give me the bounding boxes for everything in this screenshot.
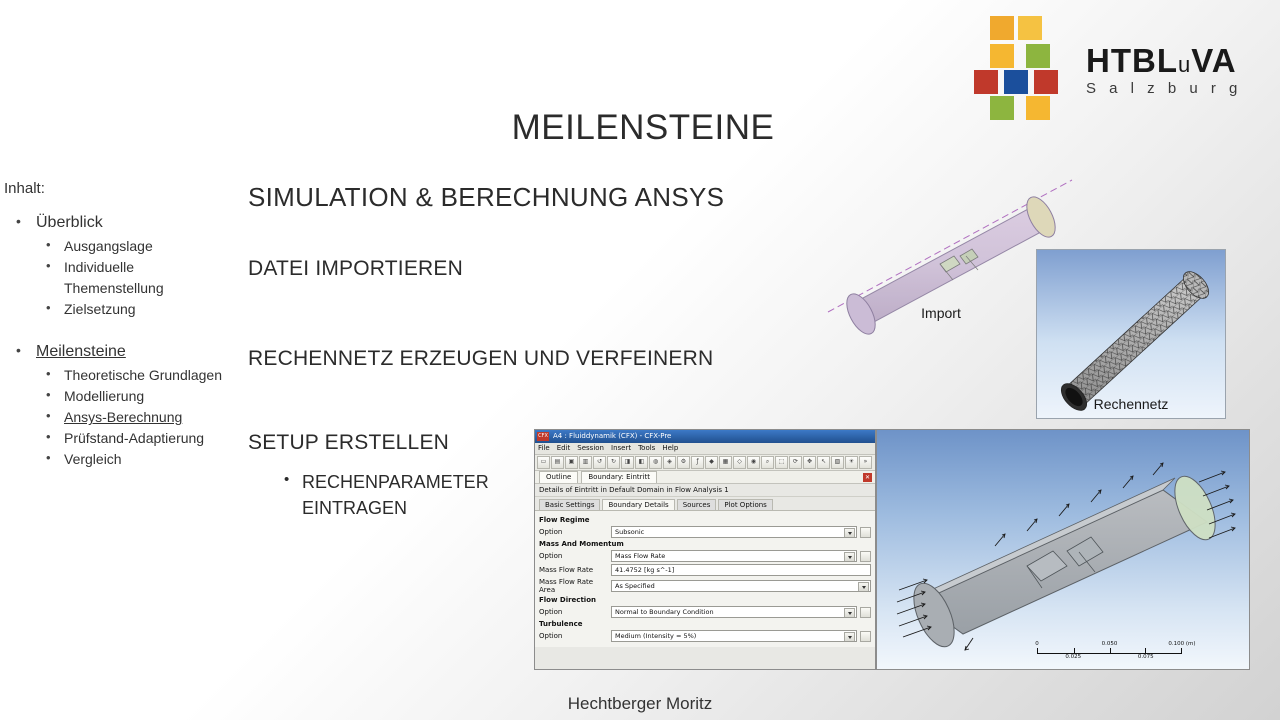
figure-mesh-caption: Rechennetz [1093,396,1169,412]
page-title: MEILENSTEINE [511,108,775,147]
sidebar-subitem-pruefstand-adaptierung[interactable] [36,428,236,449]
sidebar-item-label: Überblick [36,214,103,231]
logo-main-small: u [1177,52,1192,77]
logo-square [974,70,998,94]
logo-square [990,44,1014,68]
cfx-panel-tabs[interactable] [535,471,875,484]
toolbar-boundary-icon[interactable]: ◧ [635,456,648,469]
cfx-tab-outline[interactable]: Outline [539,471,578,483]
cfx-menu-session[interactable]: Session [577,444,604,452]
toolbar-light-icon[interactable]: ☀ [845,456,858,469]
row-turbulence-option [539,630,871,642]
bullet-icon: • [16,342,21,359]
step-setup-bullet-label: RECHENPARAMETER EINTRAGEN [302,472,489,519]
slide-footer: Hechtberger Moritz [567,694,713,713]
toolbar-open-icon[interactable]: ▤ [551,456,564,469]
sidebar-subitem-label: Ausgangslage [64,238,153,255]
sidebar-list [4,211,236,470]
cfd-domain-svg [877,430,1249,669]
cfd-scale-bar [1035,641,1196,661]
bullet-icon: • [46,429,51,445]
section-heading: SIMULATION & BERECHNUNG ANSYS [248,182,725,212]
toolbar-redo-icon[interactable]: ↻ [607,456,620,469]
section-flow-direction: Flow Direction [539,596,596,604]
logo-wordmark [1086,44,1274,77]
bullet-icon: • [46,237,51,253]
row-mass-flow-rate [539,564,871,576]
logo-square [1026,44,1050,68]
step-datei-importieren: DATEI IMPORTIEREN [248,257,463,280]
tab-sources[interactable]: Sources [677,499,717,510]
row-mass-flow-rate-area [539,578,871,594]
toolbar-rotate-icon[interactable]: ⟳ [789,456,802,469]
toolbar-interface-icon[interactable]: ◈ [663,456,676,469]
bullet-icon: • [46,366,51,382]
bullet-icon: • [46,300,51,316]
sidebar-subitem-label: Prüfstand-Adaptierung [64,430,205,447]
logo-squares [974,8,1084,112]
toolbar-fit-icon[interactable]: ⬚ [775,456,788,469]
logo-subtitle: S a l z b u r g [1086,80,1242,97]
cfx-menu-file[interactable]: File [538,444,550,452]
toolbar-pan-icon[interactable]: ✥ [803,456,816,469]
sidebar-subitem-ansys-berechnung[interactable] [36,407,236,428]
step-rechennetz: RECHENNETZ ERZEUGEN UND VERFEINERN [248,347,714,370]
cfx-menu-bar[interactable] [535,443,875,455]
toolbar-solver-icon[interactable]: ⚙ [677,456,690,469]
mass-momentum-option-select[interactable]: Mass Flow Rate [611,550,857,562]
cfx-menu-edit[interactable]: Edit [556,444,571,452]
toolbar-select-icon[interactable]: ↖ [817,456,830,469]
sidebar-subitem-themenstellung[interactable] [36,257,236,299]
tab-boundary-details[interactable]: Boundary Details [602,499,674,510]
expression-toggle-icon[interactable] [860,527,871,538]
figure-mesh [1036,249,1226,419]
toolbar-zoom-icon[interactable]: ⌕ [761,456,774,469]
sidebar [4,180,236,472]
toolbar-domain-icon[interactable]: ◨ [621,456,634,469]
bullet-icon: • [46,387,51,403]
field-label: Option [539,608,563,616]
toolbar-material-icon[interactable]: ◆ [705,456,718,469]
sidebar-spacer [4,322,236,338]
turbulence-option-select[interactable]: Medium (Intensity = 5%) [611,630,857,642]
expression-toggle-icon[interactable] [860,631,871,642]
sidebar-subitem-label: Ansys-Berechnung [64,409,183,426]
sidebar-sublist [36,236,236,320]
cfx-menu-help[interactable]: Help [662,444,679,452]
sidebar-item-label: Meilensteine [36,343,126,361]
sidebar-subitem-label: Zielsetzung [64,301,136,318]
bullet-icon: • [16,213,21,229]
logo-main-text: HTBL [1086,42,1178,79]
field-label: Mass Flow Rate Area [539,578,594,594]
field-label: Option [539,528,563,536]
mass-flow-rate-input[interactable]: 41.4752 [kg s^-1] [611,564,871,576]
logo-square [990,16,1014,40]
row-flow-direction-option [539,606,871,618]
toolbar-save-icon[interactable]: ▣ [565,456,578,469]
sidebar-subitem-vergleich[interactable] [36,449,236,470]
expression-toggle-icon[interactable] [860,551,871,562]
sidebar-item-ueberblick[interactable] [4,211,236,320]
section-turbulence: Turbulence [539,620,583,628]
cfx-title-bar [535,430,875,443]
sidebar-subitem-label: Individuelle Themenstellung [64,259,164,297]
cfx-toolbar[interactable] [535,455,875,471]
sidebar-sublist [36,365,236,470]
cfx-tab-boundary-eintritt[interactable]: Boundary: Eintritt [581,471,657,483]
sidebar-subitem-zielsetzung[interactable] [36,299,236,320]
field-label: Option [539,632,563,640]
cfx-menu-tools[interactable]: Tools [638,444,656,452]
row-flow-regime-option [539,526,871,538]
figure-cfx-pre-screenshot [534,429,876,670]
sidebar-subitem-label: Modellierung [64,388,145,405]
expression-toggle-icon[interactable] [860,607,871,618]
bullet-icon: • [46,258,51,274]
toolbar-expression-icon[interactable]: ƒ [691,456,704,469]
cfx-details-header: Details of Eintritt in Default Domain in Flow Analysis 1 [535,484,875,497]
toolbar-mesh-icon[interactable]: ▦ [719,456,732,469]
bullet-icon: • [46,408,51,424]
logo-square [1018,16,1042,40]
logo-square [1004,70,1028,94]
scale-label-mid: 0.050 [1101,641,1118,647]
field-label: Option [539,552,563,560]
toolbar-plot-icon[interactable]: ◇ [733,456,746,469]
school-logo [974,8,1274,112]
sidebar-subitem-theoretische-grundlagen[interactable] [36,365,236,386]
logo-main-text2: VA [1191,42,1237,79]
scale-label-threequarter: 0.075 [1137,654,1154,660]
step-setup-erstellen: SETUP ERSTELLEN [248,431,450,454]
toolbar-more-icon[interactable]: » [859,456,872,469]
sidebar-subitem-label: Theoretische Grundlagen [64,367,222,384]
close-icon[interactable]: ✕ [864,473,871,481]
cfx-form [535,510,875,647]
tab-plot-options[interactable]: Plot Options [718,499,772,510]
cfd-scale-labels-bottom [1037,654,1182,661]
sidebar-item-meilensteine[interactable] [4,340,236,470]
section-mass-and-momentum: Mass And Momentum [539,540,624,548]
sidebar-subitem-modellierung[interactable] [36,386,236,407]
row-mass-momentum-option [539,550,871,562]
section-flow-regime: Flow Regime [539,516,590,524]
cfx-menu-insert[interactable]: Insert [611,444,632,452]
cfx-window-title: A4 : Fluiddynamik (CFX) - CFX-Pre [553,432,672,440]
figure-import-caption: Import [921,305,961,321]
cfx-settings-tabs[interactable] [535,497,875,510]
toolbar-clip-icon[interactable]: ▧ [831,456,844,469]
toolbar-source-icon[interactable]: ◍ [649,456,662,469]
toolbar-new-icon[interactable]: ▭ [537,456,550,469]
logo-square [1034,70,1058,94]
toolbar-view-icon[interactable]: ◉ [747,456,760,469]
logo-text [1086,44,1274,97]
mass-flow-rate-area-select[interactable]: As Specified [611,580,871,592]
scale-label-max: 0.100 (m) [1168,641,1196,647]
cfx-app-icon: CFX [538,433,548,439]
mesh-svg [1037,250,1225,418]
step-setup-bullet [284,469,532,521]
flow-direction-option-select[interactable]: Normal to Boundary Condition [611,606,857,618]
toolbar-print-icon[interactable]: ▥ [579,456,592,469]
cfd-scale-labels-top [1035,641,1196,648]
sidebar-heading: Inhalt: [4,180,45,197]
flow-regime-option-select[interactable]: Subsonic [611,526,857,538]
bullet-icon: • [46,450,51,466]
tab-basic-settings[interactable]: Basic Settings [539,499,600,510]
sidebar-subitem-label: Vergleich [64,451,122,468]
sidebar-subitem-ausgangslage[interactable] [36,236,236,257]
scale-label-0: 0 [1035,641,1039,647]
field-label: Mass Flow Rate [539,566,594,574]
figure-cfd-domain-view [876,429,1250,670]
bullet-icon: • [284,471,290,488]
scale-label-quarter: 0.025 [1065,654,1082,660]
toolbar-undo-icon[interactable]: ↺ [593,456,606,469]
